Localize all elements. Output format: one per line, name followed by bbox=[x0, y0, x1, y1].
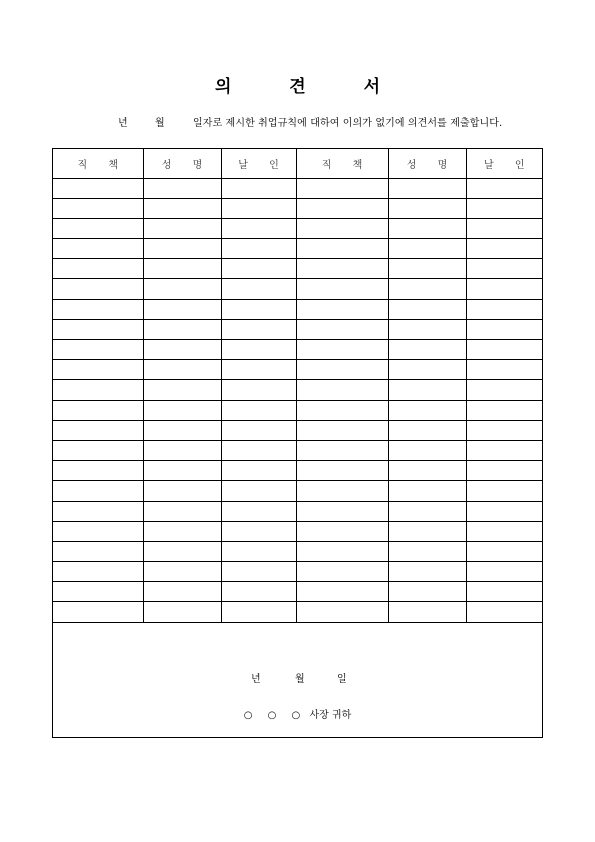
cell-seal[interactable] bbox=[221, 420, 296, 440]
cell-name-2[interactable] bbox=[388, 521, 466, 541]
table-row bbox=[53, 602, 542, 622]
cell-position-2[interactable] bbox=[296, 319, 388, 339]
cell-position-2[interactable] bbox=[296, 380, 388, 400]
cell-seal[interactable] bbox=[221, 239, 296, 259]
cell-position[interactable] bbox=[53, 259, 143, 279]
cell-position-2[interactable] bbox=[296, 198, 388, 218]
header-position: 직 책 bbox=[53, 149, 143, 178]
cell-seal[interactable] bbox=[221, 461, 296, 481]
cell-name[interactable] bbox=[143, 218, 221, 238]
cell-seal[interactable] bbox=[221, 440, 296, 460]
cell-name[interactable] bbox=[143, 420, 221, 440]
table-body bbox=[53, 178, 542, 622]
cell-position-2[interactable] bbox=[296, 279, 388, 299]
table-row bbox=[53, 360, 542, 380]
cell-seal[interactable] bbox=[221, 319, 296, 339]
cell-position[interactable] bbox=[53, 501, 143, 521]
header-name: 성 명 bbox=[143, 149, 221, 178]
recipient-placeholder: ○ ○ ○ bbox=[243, 710, 307, 721]
cell-name-2[interactable] bbox=[388, 198, 466, 218]
cell-name-2[interactable] bbox=[388, 279, 466, 299]
table-row bbox=[53, 521, 542, 541]
cell-position[interactable] bbox=[53, 481, 143, 501]
table-row bbox=[53, 400, 542, 420]
signing-date bbox=[53, 670, 542, 684]
signature-table bbox=[53, 149, 542, 623]
table-row bbox=[53, 259, 542, 279]
cell-position[interactable] bbox=[53, 239, 143, 259]
cell-seal-2[interactable] bbox=[466, 259, 542, 279]
cell-position-2[interactable] bbox=[296, 521, 388, 541]
signature-form bbox=[52, 148, 543, 738]
table-header-row bbox=[53, 149, 542, 178]
cell-position-2[interactable] bbox=[296, 541, 388, 561]
cell-position-2[interactable] bbox=[296, 461, 388, 481]
cell-position[interactable] bbox=[53, 521, 143, 541]
table-row bbox=[53, 582, 542, 602]
cell-name[interactable] bbox=[143, 521, 221, 541]
cell-name[interactable] bbox=[143, 340, 221, 360]
cell-position[interactable] bbox=[53, 178, 143, 198]
table-row bbox=[53, 501, 542, 521]
cell-name[interactable] bbox=[143, 198, 221, 218]
cell-position[interactable] bbox=[53, 400, 143, 420]
cell-position-2[interactable] bbox=[296, 340, 388, 360]
cell-position-2[interactable] bbox=[296, 299, 388, 319]
table-row bbox=[53, 319, 542, 339]
cell-position-2[interactable] bbox=[296, 440, 388, 460]
cell-name-2[interactable] bbox=[388, 420, 466, 440]
cell-name[interactable] bbox=[143, 461, 221, 481]
cell-seal-2[interactable] bbox=[466, 360, 542, 380]
cell-seal[interactable] bbox=[221, 340, 296, 360]
cell-name[interactable] bbox=[143, 360, 221, 380]
cell-seal[interactable] bbox=[221, 602, 296, 622]
cell-name-2[interactable] bbox=[388, 218, 466, 238]
cell-position[interactable] bbox=[53, 420, 143, 440]
cell-seal-2[interactable] bbox=[466, 239, 542, 259]
intro-month-label: 월 bbox=[155, 118, 165, 129]
cell-position[interactable] bbox=[53, 319, 143, 339]
cell-position[interactable] bbox=[53, 299, 143, 319]
table-row bbox=[53, 420, 542, 440]
cell-name-2[interactable] bbox=[388, 360, 466, 380]
footer-day-label: 일 bbox=[337, 674, 347, 685]
cell-seal-2[interactable] bbox=[466, 440, 542, 460]
cell-name[interactable] bbox=[143, 239, 221, 259]
cell-seal[interactable] bbox=[221, 198, 296, 218]
footer-month-label: 월 bbox=[295, 674, 305, 685]
cell-seal-2[interactable] bbox=[466, 178, 542, 198]
cell-name[interactable] bbox=[143, 279, 221, 299]
cell-name-2[interactable] bbox=[388, 319, 466, 339]
cell-name[interactable] bbox=[143, 481, 221, 501]
cell-seal[interactable] bbox=[221, 360, 296, 380]
header-name-2: 성 명 bbox=[388, 149, 466, 178]
cell-position-2[interactable] bbox=[296, 400, 388, 420]
cell-position-2[interactable] bbox=[296, 501, 388, 521]
cell-position-2[interactable] bbox=[296, 582, 388, 602]
cell-name[interactable] bbox=[143, 319, 221, 339]
cell-position[interactable] bbox=[53, 440, 143, 460]
cell-seal[interactable] bbox=[221, 380, 296, 400]
recipient-suffix: 사장 귀하 bbox=[309, 710, 352, 721]
cell-position[interactable] bbox=[53, 279, 143, 299]
cell-name-2[interactable] bbox=[388, 440, 466, 460]
cell-position[interactable] bbox=[53, 461, 143, 481]
cell-position-2[interactable] bbox=[296, 481, 388, 501]
cell-name[interactable] bbox=[143, 562, 221, 582]
cell-seal-2[interactable] bbox=[466, 380, 542, 400]
cell-name[interactable] bbox=[143, 178, 221, 198]
cell-position[interactable] bbox=[53, 541, 143, 561]
cell-seal-2[interactable] bbox=[466, 602, 542, 622]
cell-seal-2[interactable] bbox=[466, 481, 542, 501]
cell-name[interactable] bbox=[143, 501, 221, 521]
table-row bbox=[53, 481, 542, 501]
cell-seal[interactable] bbox=[221, 259, 296, 279]
cell-name[interactable] bbox=[143, 299, 221, 319]
cell-seal[interactable] bbox=[221, 218, 296, 238]
cell-seal[interactable] bbox=[221, 582, 296, 602]
cell-position[interactable] bbox=[53, 380, 143, 400]
cell-position-2[interactable] bbox=[296, 239, 388, 259]
cell-seal[interactable] bbox=[221, 400, 296, 420]
cell-name-2[interactable] bbox=[388, 582, 466, 602]
cell-name-2[interactable] bbox=[388, 481, 466, 501]
cell-position[interactable] bbox=[53, 218, 143, 238]
cell-name-2[interactable] bbox=[388, 400, 466, 420]
cell-position-2[interactable] bbox=[296, 218, 388, 238]
table-row bbox=[53, 340, 542, 360]
document-title: 의 견 서 bbox=[214, 77, 407, 97]
recipient-line bbox=[53, 706, 542, 721]
cell-seal-2[interactable] bbox=[466, 319, 542, 339]
cell-name[interactable] bbox=[143, 440, 221, 460]
cell-position-2[interactable] bbox=[296, 562, 388, 582]
cell-name-2[interactable] bbox=[388, 340, 466, 360]
cell-seal-2[interactable] bbox=[466, 218, 542, 238]
cell-name[interactable] bbox=[143, 541, 221, 561]
cell-name-2[interactable] bbox=[388, 562, 466, 582]
table-row bbox=[53, 279, 542, 299]
cell-seal-2[interactable] bbox=[466, 541, 542, 561]
cell-name-2[interactable] bbox=[388, 259, 466, 279]
table-row bbox=[53, 541, 542, 561]
cell-seal-2[interactable] bbox=[466, 340, 542, 360]
cell-seal[interactable] bbox=[221, 501, 296, 521]
footer-year-label: 년 bbox=[251, 674, 261, 685]
table-row bbox=[53, 299, 542, 319]
cell-seal-2[interactable] bbox=[466, 501, 542, 521]
cell-name-2[interactable] bbox=[388, 602, 466, 622]
cell-name-2[interactable] bbox=[388, 380, 466, 400]
cell-position-2[interactable] bbox=[296, 178, 388, 198]
cell-seal-2[interactable] bbox=[466, 461, 542, 481]
cell-seal-2[interactable] bbox=[466, 299, 542, 319]
cell-seal-2[interactable] bbox=[466, 279, 542, 299]
table-row bbox=[53, 239, 542, 259]
cell-name-2[interactable] bbox=[388, 299, 466, 319]
table-row bbox=[53, 380, 542, 400]
cell-position[interactable] bbox=[53, 582, 143, 602]
cell-seal[interactable] bbox=[221, 279, 296, 299]
table-row bbox=[53, 461, 542, 481]
cell-seal[interactable] bbox=[221, 481, 296, 501]
cell-position-2[interactable] bbox=[296, 602, 388, 622]
cell-name-2[interactable] bbox=[388, 239, 466, 259]
cell-seal-2[interactable] bbox=[466, 400, 542, 420]
cell-position[interactable] bbox=[53, 340, 143, 360]
cell-position-2[interactable] bbox=[296, 420, 388, 440]
cell-name-2[interactable] bbox=[388, 541, 466, 561]
cell-name[interactable] bbox=[143, 582, 221, 602]
cell-seal-2[interactable] bbox=[466, 582, 542, 602]
header-seal: 날 인 bbox=[221, 149, 296, 178]
cell-name[interactable] bbox=[143, 380, 221, 400]
intro-year-label: 년 bbox=[118, 118, 128, 129]
table-row bbox=[53, 218, 542, 238]
cell-seal-2[interactable] bbox=[466, 562, 542, 582]
cell-seal[interactable] bbox=[221, 521, 296, 541]
cell-name[interactable] bbox=[143, 602, 221, 622]
header-position-2: 직 책 bbox=[296, 149, 388, 178]
table-row bbox=[53, 198, 542, 218]
intro-text: 일자로 제시한 취업규칙에 대하여 이의가 없기에 의견서를 제출합니다. bbox=[193, 118, 503, 129]
header-seal-2: 날 인 bbox=[466, 149, 542, 178]
cell-position[interactable] bbox=[53, 360, 143, 380]
cell-name-2[interactable] bbox=[388, 178, 466, 198]
table-row bbox=[53, 178, 542, 198]
cell-seal-2[interactable] bbox=[466, 521, 542, 541]
cell-seal[interactable] bbox=[221, 299, 296, 319]
table-row bbox=[53, 440, 542, 460]
table-row bbox=[53, 562, 542, 582]
cell-name-2[interactable] bbox=[388, 501, 466, 521]
cell-position[interactable] bbox=[53, 602, 143, 622]
cell-position-2[interactable] bbox=[296, 360, 388, 380]
cell-position[interactable] bbox=[53, 562, 143, 582]
cell-position[interactable] bbox=[53, 198, 143, 218]
cell-seal[interactable] bbox=[221, 562, 296, 582]
cell-name-2[interactable] bbox=[388, 461, 466, 481]
cell-seal-2[interactable] bbox=[466, 420, 542, 440]
cell-name[interactable] bbox=[143, 259, 221, 279]
cell-seal-2[interactable] bbox=[466, 198, 542, 218]
cell-name[interactable] bbox=[143, 400, 221, 420]
cell-seal[interactable] bbox=[221, 541, 296, 561]
cell-position-2[interactable] bbox=[296, 259, 388, 279]
cell-seal[interactable] bbox=[221, 178, 296, 198]
